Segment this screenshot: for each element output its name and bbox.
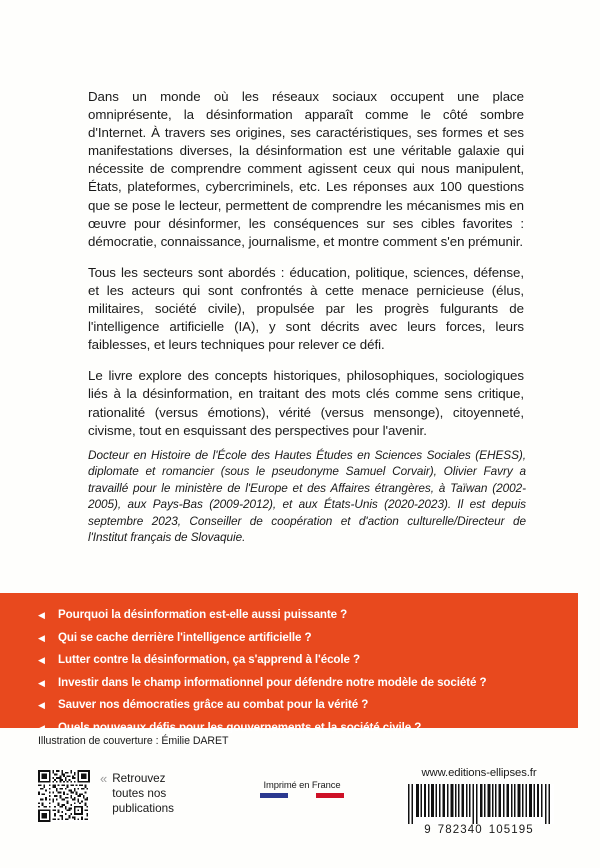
question-list-item	[38, 697, 578, 713]
printed-in-france-block	[260, 779, 344, 798]
publications-label-line-1: Retrouvez	[112, 772, 166, 785]
question-list-item	[38, 720, 578, 736]
isbn-group-2: 105195	[488, 824, 534, 836]
double-chevron-left-icon: «	[100, 771, 108, 786]
question-text: Quels nouveaux défis pour les gouvernements et la société civile ?	[58, 720, 422, 734]
qr-code-icon[interactable]	[38, 770, 90, 822]
question-text: Qui se cache derrière l'intelligence artificielle ?	[58, 630, 312, 644]
publications-label	[112, 770, 174, 817]
isbn-number	[394, 824, 564, 836]
question-text: Lutter contre la désinformation, ça s'apprend à l'école ?	[58, 653, 360, 666]
author-biography	[88, 447, 526, 545]
publications-label-line-3: publications	[112, 802, 174, 816]
author-biography-text: Docteur en Histoire de l'École des Hautes Études en Sciences Sociales (EHESS), diplomate et romancier (sous le pseudonyme Samuel Corvair), Olivier Favry a travaillé pour le ministère de l'Europe et des Affaires étrangères, à Taïwan (2002-2005), aux Pays-Bas (2009-2012), et aux États-Unis (2020-2023). Il est depuis septembre 2023, Conseiller de coopération et d'action culturelle/Directeur de l'Institut français de Slovaquie.	[88, 448, 526, 545]
triangle-marker-icon: ◀	[38, 655, 45, 665]
triangle-marker-icon: ◀	[38, 700, 45, 710]
cover-footer	[0, 765, 600, 865]
triangle-marker-icon: ◀	[38, 677, 45, 688]
blurb-paragraph-1: Dans un monde où les réseaux sociaux occupent une place omniprésente, la désinformation apparaît comme le côté sombre d'Internet. À travers ses origines, ses caractéristiques, ses formes et ses manifestations diverses, la désinformation est une véritable galaxie qui nécessite de comprendre comment agissent ceux qui nous manipulent, États, plateformes, cybercriminels, etc. Les réponses aux 100 questions que se pose le lecteur, permettent de comprendre les mécanismes mis en œuvre pour désinformer, les conséquences sur ses cibles favorites : démocratie, connaissance, journalisme, et montre comment s'en prémunir.	[88, 89, 524, 249]
blurb-paragraph-2: Tous les secteurs sont abordés : éducation, politique, sciences, défense, et les acteurs qui sont confrontés à cette menace pernicieuse (élus, militaires, société civile), propulsée par les progrès fulgurants de l'intelligence artificielle (IA), y sont décrits avec leurs forces, leurs faiblesses, et leurs techniques pour relever ce défi.	[88, 264, 524, 353]
question-text: Sauver nos démocraties grâce au combat pour la vérité ?	[58, 698, 369, 711]
question-text: Pourquoi la désinformation est-elle aussi puissante ?	[58, 608, 348, 621]
question-list-item	[38, 607, 578, 623]
question-list-item	[38, 675, 578, 691]
isbn-barcode-icon	[404, 784, 554, 824]
question-list-item	[38, 652, 578, 668]
triangle-marker-icon: ◀	[38, 610, 45, 620]
question-text: Investir dans le champ informationnel pour défendre notre modèle de société ?	[58, 675, 487, 689]
question-list-item	[38, 630, 578, 646]
triangle-marker-icon: ◀	[38, 632, 45, 643]
blurb-paragraph-3: Le livre explore des concepts historiques, philosophiques, sociologiques liés à la désinformation, en traitant des mots clés comme sens critique, rationalité (versus émotions), vérité (versus mensonge), citoyenneté, civisme, tout en esquissant des perspectives pour l'avenir.	[88, 368, 524, 438]
french-flag-icon	[260, 793, 344, 798]
question-highlight-band	[0, 593, 578, 734]
back-cover-blurb	[88, 88, 524, 440]
publications-label-line-2: toutes nos	[112, 787, 167, 801]
publications-qr-block[interactable]	[38, 770, 174, 822]
isbn-group-1: 782340	[437, 824, 483, 836]
publisher-barcode-block	[394, 767, 564, 836]
printed-in-france-label: Imprimé en France	[263, 779, 341, 790]
publisher-website-url[interactable]: www.editions-ellipses.fr	[421, 767, 537, 779]
cover-illustration-credit: Illustration de couverture : Émilie DARET	[38, 735, 229, 747]
triangle-marker-icon: ◀	[38, 722, 45, 733]
isbn-prefix-digit: 9	[424, 824, 432, 836]
